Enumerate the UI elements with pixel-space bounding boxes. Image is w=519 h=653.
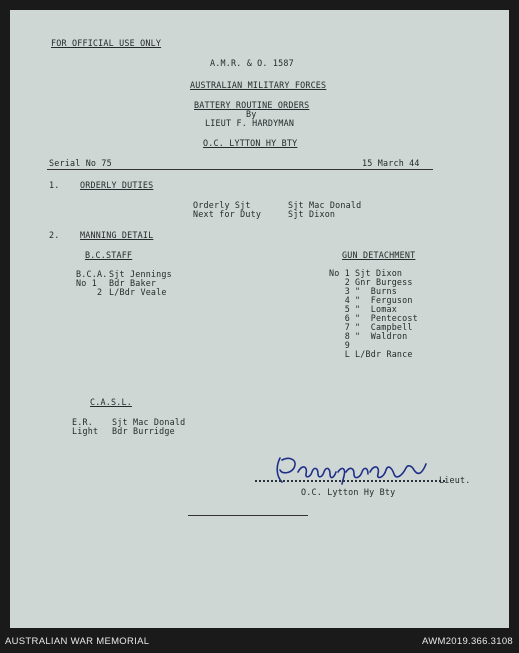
gun-pos: 3 (344, 286, 350, 296)
orderly-name: Sjt Mac Donald (288, 200, 362, 210)
gun-detachment-heading: GUN DETACHMENT (342, 250, 416, 260)
casl-pos: E.R. (72, 417, 93, 427)
casl-pos: Light (72, 426, 99, 436)
classification-label: FOR OFFICIAL USE ONLY (51, 38, 162, 48)
unit-name: O.C. LYTTON HY BTY (203, 138, 298, 148)
gun-name: L/Bdr Rance (355, 349, 413, 359)
gun-pos: 6 (344, 313, 350, 323)
bc-staff-name: Sjt Jennings (109, 269, 172, 279)
casl-name: Bdr Burridge (112, 426, 175, 436)
gun-name: " Campbell (355, 322, 413, 332)
force-heading: AUSTRALIAN MILITARY FORCES (190, 80, 327, 90)
archive-credit: AUSTRALIAN WAR MEMORIAL (5, 636, 150, 647)
bc-staff-name: Bdr Baker (109, 278, 157, 288)
bc-staff-name: L/Bdr Veale (109, 287, 167, 297)
gun-pos: 7 (344, 322, 350, 332)
bc-staff-heading: B.C.STAFF (85, 250, 133, 260)
document-page (10, 10, 509, 628)
signatory-office: O.C. Lytton Hy Bty (301, 487, 396, 497)
gun-name: " Pentecost (355, 313, 418, 323)
gun-name: " Waldron (355, 331, 408, 341)
bc-staff-pos: B.C.A. (76, 269, 108, 279)
gun-name: " Ferguson (355, 295, 413, 305)
gun-pos: 4 (344, 295, 350, 305)
section-heading: ORDERLY DUTIES (80, 180, 154, 190)
gun-pos: 2 (344, 277, 350, 287)
gun-name: " Lomax (355, 304, 397, 314)
gun-pos: 8 (344, 331, 350, 341)
orderly-name: Sjt Dixon (288, 209, 336, 219)
closing-rule (188, 515, 308, 516)
gun-pos: No 1 (329, 268, 350, 278)
section-heading: MANNING DETAIL (80, 230, 154, 240)
gun-name: Sjt Dixon (355, 268, 403, 278)
handwritten-signature (268, 452, 448, 488)
orderly-role: Orderly Sjt (193, 200, 251, 210)
document-title: BATTERY ROUTINE ORDERS (194, 100, 310, 110)
archive-reference: AWM2019.366.3108 (421, 636, 513, 647)
casl-heading: C.A.S.L. (90, 397, 132, 407)
gun-pos: 5 (344, 304, 350, 314)
reference-number: A.M.R. & O. 1587 (210, 58, 294, 68)
gun-name: " Burns (355, 286, 397, 296)
serial-rule (47, 169, 433, 170)
orderly-role: Next for Duty (193, 209, 262, 219)
gun-name: Gnr Burgess (355, 277, 413, 287)
author-name: LIEUT F. HARDYMAN (205, 118, 295, 128)
section-number: 2. (49, 230, 60, 240)
casl-name: Sjt Mac Donald (112, 417, 186, 427)
signatory-rank: Lieut. (439, 475, 471, 485)
gun-pos: L (344, 349, 350, 359)
serial-number: Serial No 75 (49, 158, 112, 168)
by-label: By (246, 109, 257, 119)
bc-staff-pos: No 1 (76, 278, 97, 288)
order-date: 15 March 44 (362, 158, 420, 168)
section-number: 1. (49, 180, 60, 190)
gun-pos: 9 (344, 340, 350, 350)
bc-staff-pos: 2 (97, 287, 103, 297)
signature-line (255, 480, 445, 482)
